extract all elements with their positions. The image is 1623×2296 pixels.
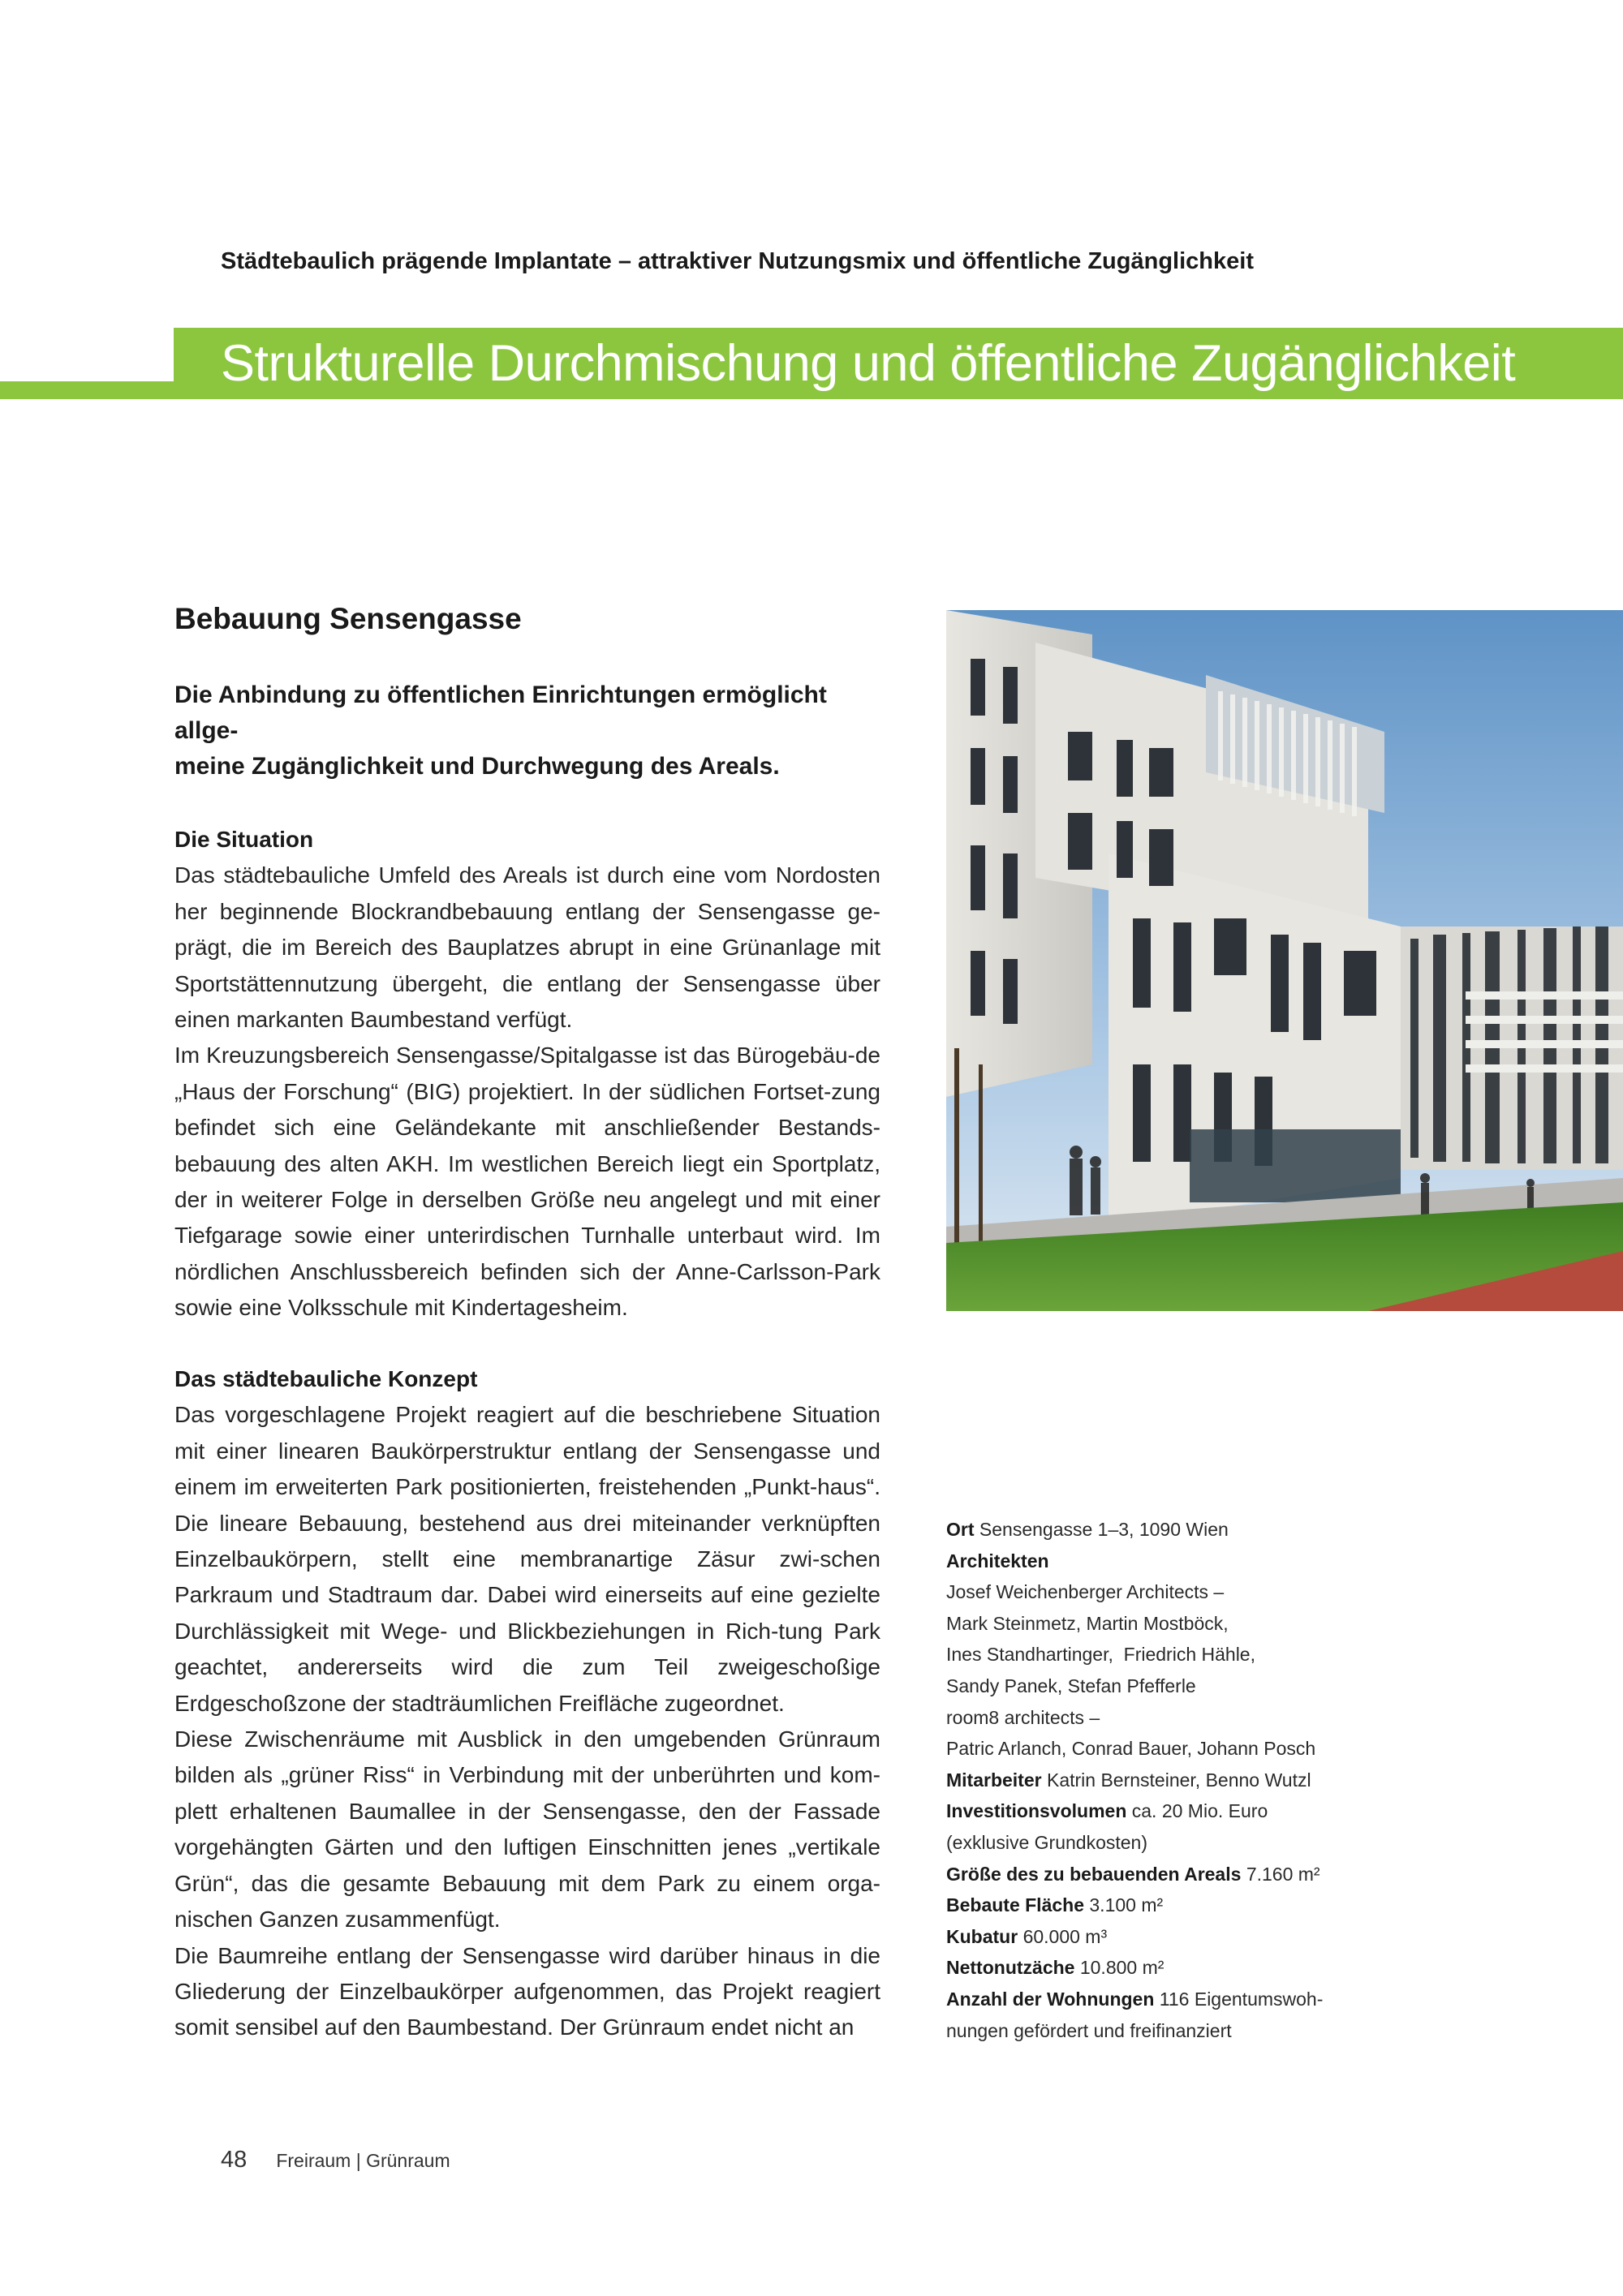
fact-kubatur: Kubatur 60.000 m³	[946, 1925, 1108, 1947]
konzept-paragraph: Diese Zwischenräume mit Ausblick in den umgebenden Grünraum bilden als „grüner Riss“ in Verbindung mit der unberührten und kom-plett erhaltenen Baumallee in der Sensengasse, den der Fassade vorgehängten Gärten und den luftigen Einschnitten jenes „vertikale Grün“, das die gesamte Bebauung mit dem Park zu einem orga-nischen Ganzen zusammenfügt.	[174, 1726, 880, 1933]
section-kicker: Städtebaulich prägende Implantate – attraktiver Nutzungsmix und öffentliche Zugänglichkeit	[221, 248, 1254, 274]
fact-architekten-line: room8 architects –	[946, 1706, 1100, 1728]
section-situation	[174, 822, 880, 1326]
fact-investition: Investitionsvolumen ca. 20 Mio. Euro	[946, 1800, 1268, 1822]
page-footer	[221, 2147, 450, 2173]
fact-ort: Ort Sensengasse 1–3, 1090 Wien	[946, 1519, 1229, 1540]
fact-wohnungen-note: nungen gefördert und freifinanziert	[946, 2019, 1232, 2041]
page-title: Strukturelle Durchmischung und öffentliche Zugänglichkeit	[221, 335, 1516, 392]
fact-architekten-label: Architekten	[946, 1550, 1049, 1572]
situation-heading: Die Situation	[174, 827, 314, 852]
fact-architekten-line: Josef Weichenberger Architects –	[946, 1581, 1225, 1603]
footer-section: Freiraum | Grünraum	[276, 2150, 450, 2171]
situation-paragraph: Das städtebauliche Umfeld des Areals ist durch eine vom Nordosten her beginnende Blockrandbebauung entlang der Sensengasse ge-prägt, die im Bereich des Bauplatzes abrupt in eine Grünanlage mit Sportstättennutzung übergeht, die entlang der Sensengasse über einen markanten Baumbestand verfügt.	[174, 862, 880, 1033]
konzept-paragraph: Das vorgeschlagene Projekt reagiert auf die beschriebene Situation mit einer linearen Baukörperstruktur entlang der Sensengasse und einem im erweiterten Park positionierten, freistehenden „Punkt-haus“. Die lineare Bebauung, bestehend aus drei miteinander verknüpften Einzelbaukörpern, stellt eine membranartige Zäsur zwi-schen Parkraum und Stadtraum dar. Dabei wird einerseits auf eine gezielte Durchlässigkeit mit Wege- und Blickbeziehungen in Rich-tung Park geachtet, andererseits wird die zum Teil zweigeschoßige Erdgeschoßzone der stadträumlichen Freifläche zugeordnet.	[174, 1402, 880, 1716]
project-lead: Die Anbindung zu öffentlichen Einrichtungen ermöglicht allge- meine Zugänglichkeit und Durchwegung des Areals.	[174, 681, 827, 780]
fact-wohnungen: Anzahl der Wohnungen 116 Eigentumswoh-	[946, 1988, 1324, 2010]
konzept-heading: Das städtebauliche Konzept	[174, 1366, 478, 1391]
page-number: 48	[221, 2147, 248, 2173]
fact-architekten-line: Ines Standhartinger, Friedrich Hähle,	[946, 1644, 1255, 1666]
accent-bar-left	[0, 381, 174, 399]
fact-nettonutzflaeche: Nettonutzäche 10.800 m²	[946, 1957, 1165, 1979]
fact-mitarbeiter: Mitarbeiter Katrin Bernsteiner, Benno Wutzl	[946, 1769, 1311, 1791]
fact-architekten-line: Patric Arlanch, Conrad Bauer, Johann Posch	[946, 1738, 1316, 1760]
fact-investition-note: (exklusive Grundkosten)	[946, 1831, 1147, 1853]
fact-architekten-line: Sandy Panek, Stefan Pfefferle	[946, 1675, 1196, 1696]
building-rendering-image	[946, 610, 1623, 1311]
fact-bebaute-flaeche: Bebaute Fläche 3.100 m²	[946, 1894, 1164, 1916]
section-konzept	[174, 1361, 880, 2046]
fact-architekten-line: Mark Steinmetz, Martin Mostböck,	[946, 1612, 1229, 1634]
situation-paragraph: Im Kreuzungsbereich Sensengasse/Spitalgasse ist das Bürogebäu-de „Haus der Forschung“ (BIG) projektiert. In der südlichen Fortset-zung befindet sich eine Geländekante mit anschließender Bestands-bebauung des alten AKH. Im westlichen Bereich liegt ein Sportplatz, der in weiterer Folge in derselben Größe neu angelegt und mit einer Tiefgarage sowie einer unterirdischen Turnhalle unterbaut wird. Im nördlichen Anschlussbereich befinden sich der Anne-Carlsson-Park sowie eine Volksschule mit Kindertagesheim.	[174, 1043, 880, 1321]
fact-areal: Größe des zu bebauenden Areals 7.160 m²	[946, 1863, 1320, 1885]
project-heading: Bebauung Sensengasse	[174, 602, 522, 635]
konzept-paragraph: Die Baumreihe entlang der Sensengasse wird darüber hinaus in die Gliederung der Einzelbaukörper aufgenommen, das Projekt reagiert somit sensibel auf den Baumbestand. Der Grünraum endet nicht an	[174, 1942, 880, 2040]
project-facts	[946, 1514, 1384, 2046]
